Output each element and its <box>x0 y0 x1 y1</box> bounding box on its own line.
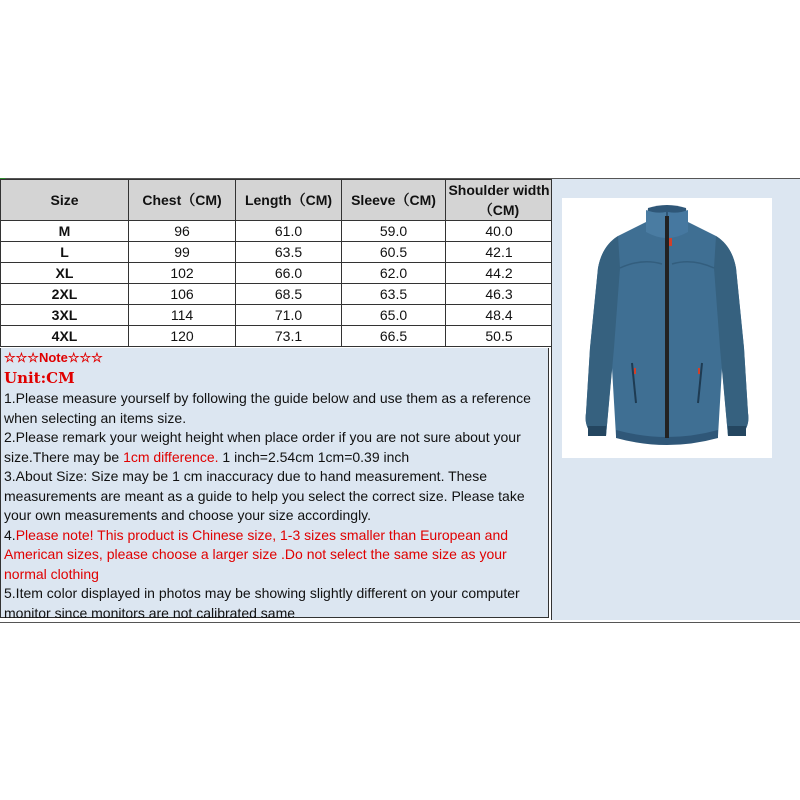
table-row <box>1 242 553 263</box>
length-cell: 63.5 <box>236 242 342 263</box>
table-row <box>1 263 553 284</box>
note-3: 3.About Size: Size may be 1 cm inaccuracy due to hand measurement. These measurements are meant as a guide to help you select the correct size. Please take your own measurements and choose your size accordingly. <box>4 468 525 523</box>
note-2-conversion: 1 inch=2.54cm 1cm=0.39 inch <box>218 448 410 465</box>
chest-cell: 96 <box>129 221 236 242</box>
shoulder-cell: 44.2 <box>446 263 553 284</box>
unit-label: Unit:CM <box>4 369 75 387</box>
length-cell: 68.5 <box>236 284 342 305</box>
header-chest: Chest（CM) <box>129 180 236 221</box>
note-4-warning: Please note! This product is Chinese size, 1-3 sizes smaller than European and American sizes, please choose a larger size .Do not select the same size as your normal clothing <box>4 526 509 582</box>
table-row <box>1 221 553 242</box>
chest-cell: 114 <box>129 305 236 326</box>
sleeve-cell: 62.0 <box>342 263 446 284</box>
header-length: Length（CM) <box>236 180 342 221</box>
sleeve-cell: 59.0 <box>342 221 446 242</box>
table-row <box>1 305 553 326</box>
jacket-photo <box>562 198 772 458</box>
size-cell: L <box>1 242 129 263</box>
note-heading: ☆☆☆Note☆☆☆ <box>4 350 103 365</box>
size-cell: M <box>1 221 129 242</box>
sleeve-cell: 63.5 <box>342 284 446 305</box>
chest-cell: 102 <box>129 263 236 284</box>
header-shoulder: Shoulder width（CM) <box>446 180 553 221</box>
sleeve-cell: 60.5 <box>342 242 446 263</box>
chest-cell: 120 <box>129 326 236 347</box>
jacket-icon <box>562 198 772 458</box>
header-sleeve: Sleeve（CM) <box>342 180 446 221</box>
notes-panel <box>0 348 549 621</box>
shoulder-cell: 48.4 <box>446 305 553 326</box>
note-4 <box>4 526 548 585</box>
chest-cell: 106 <box>129 284 236 305</box>
note-4-number: 4. <box>4 526 16 543</box>
shoulder-cell: 46.3 <box>446 284 553 305</box>
chest-cell: 99 <box>129 242 236 263</box>
note-2 <box>4 428 548 467</box>
length-cell: 61.0 <box>236 221 342 242</box>
size-table-header-row <box>1 180 553 221</box>
sleeve-cell: 66.5 <box>342 326 446 347</box>
length-cell: 73.1 <box>236 326 342 347</box>
shoulder-cell: 50.5 <box>446 326 553 347</box>
length-cell: 66.0 <box>236 263 342 284</box>
length-cell: 71.0 <box>236 305 342 326</box>
shoulder-cell: 42.1 <box>446 242 553 263</box>
note-2-text: 2.Please remark your weight height when place order if you are not sure about your size.There may be <box>4 429 521 465</box>
note-5: 5.Item color displayed in photos may be showing slightly different on your computer monitor since monitors are not calibrated same <box>4 585 520 621</box>
sleeve-cell: 65.0 <box>342 305 446 326</box>
size-table <box>0 179 553 347</box>
note-1: 1.Please measure yourself by following the guide below and use them as a reference when selecting an items size. <box>4 390 531 426</box>
size-cell: XL <box>1 263 129 284</box>
table-row <box>1 284 553 305</box>
table-row <box>1 326 553 347</box>
size-cell: 3XL <box>1 305 129 326</box>
shoulder-cell: 40.0 <box>446 221 553 242</box>
note-2-highlight: 1cm difference. <box>123 448 219 465</box>
size-cell: 4XL <box>1 326 129 347</box>
header-size: Size <box>1 180 129 221</box>
size-cell: 2XL <box>1 284 129 305</box>
